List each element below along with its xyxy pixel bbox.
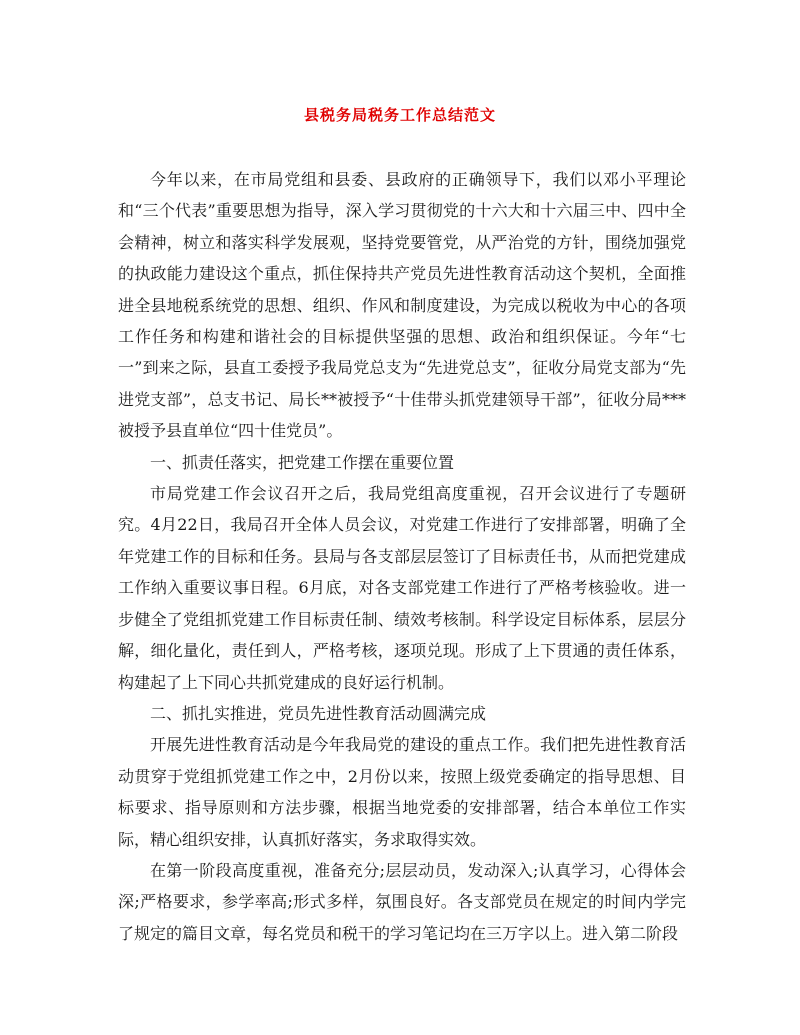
document-title: 县税务局税务工作总结范文 [303, 106, 496, 124]
paragraph-intro: 今年以来，在市局党组和县委、县政府的正确领导下，我们以邓小平理论和“三个代表”重要思想为指导，深入学习贯彻党的十六大和十六届三中、四中全会精神，树立和落实科学发展观，坚持党要管党，从严治党的方针，围绕加强党的执政能力建设这个重点，抓住保持共产党员先进性教育活动这个契机，全面推进全县地税系统党的思想、组织、作风和制度建设，为完成以税收为中心的各项工作任务和构建和谐社会的目标提供坚强的思想、政治和组织保证。今年“七一”到来之际，县直工委授予我局党总支为“先进党总支”，征收分局党支部为“先进党支部”，总支书记、局长**被授予“十佳带头抓党建领导干部”，征收分局***被授予县直单位“四十佳党员”。 [118, 170, 686, 441]
document-body [118, 164, 686, 949]
section-heading-2: 二、抓扎实推进，党员先进性教育活动圆满完成 [150, 703, 487, 723]
section-heading-1: 一、抓责任落实，把党建工作摆在重要位置 [150, 452, 455, 472]
paragraph-section-2a: 开展先进性教育活动是今年我局党的建设的重点工作。我们把先进性教育活动贯穿于党组抓党建工作之中，2月份以来，按照上级党委确定的指导思想、目标要求、指导原则和方法步骤，根据当地党委的安排部署，结合本单位工作实际，精心组织安排，认真抓好落实，务求取得实效。 [118, 735, 686, 849]
paragraph-section-2b: 在第一阶段高度重视，准备充分;层层动员，发动深入;认真学习，心得体会深;严格要求，参学率高;形式多样，氛围良好。各支部党员在规定的时间内学完了规定的篇目文章，每名党员和税干的学习笔记均在三万字以上。进入第二阶段 [118, 860, 686, 943]
paragraph-section-1: 市局党建工作会议召开之后，我局党组高度重视，召开会议进行了专题研究。4月22日，我局召开全体人员会议，对党建工作进行了安排部署，明确了全年党建工作的目标和任务。县局与各支部层层签订了目标责任书，从而把党建成工作纳入重要议事日程。6月底，对各支部党建工作进行了严格考核验收。进一步健全了党组抓党建工作目标责任制、绩效考核制。科学设定目标体系，层层分解，细化量化，责任到人，严格考核，逐项兑现。形成了上下贯通的责任体系，构建起了上下同心共抓党建成的良好运行机制。 [118, 484, 686, 692]
